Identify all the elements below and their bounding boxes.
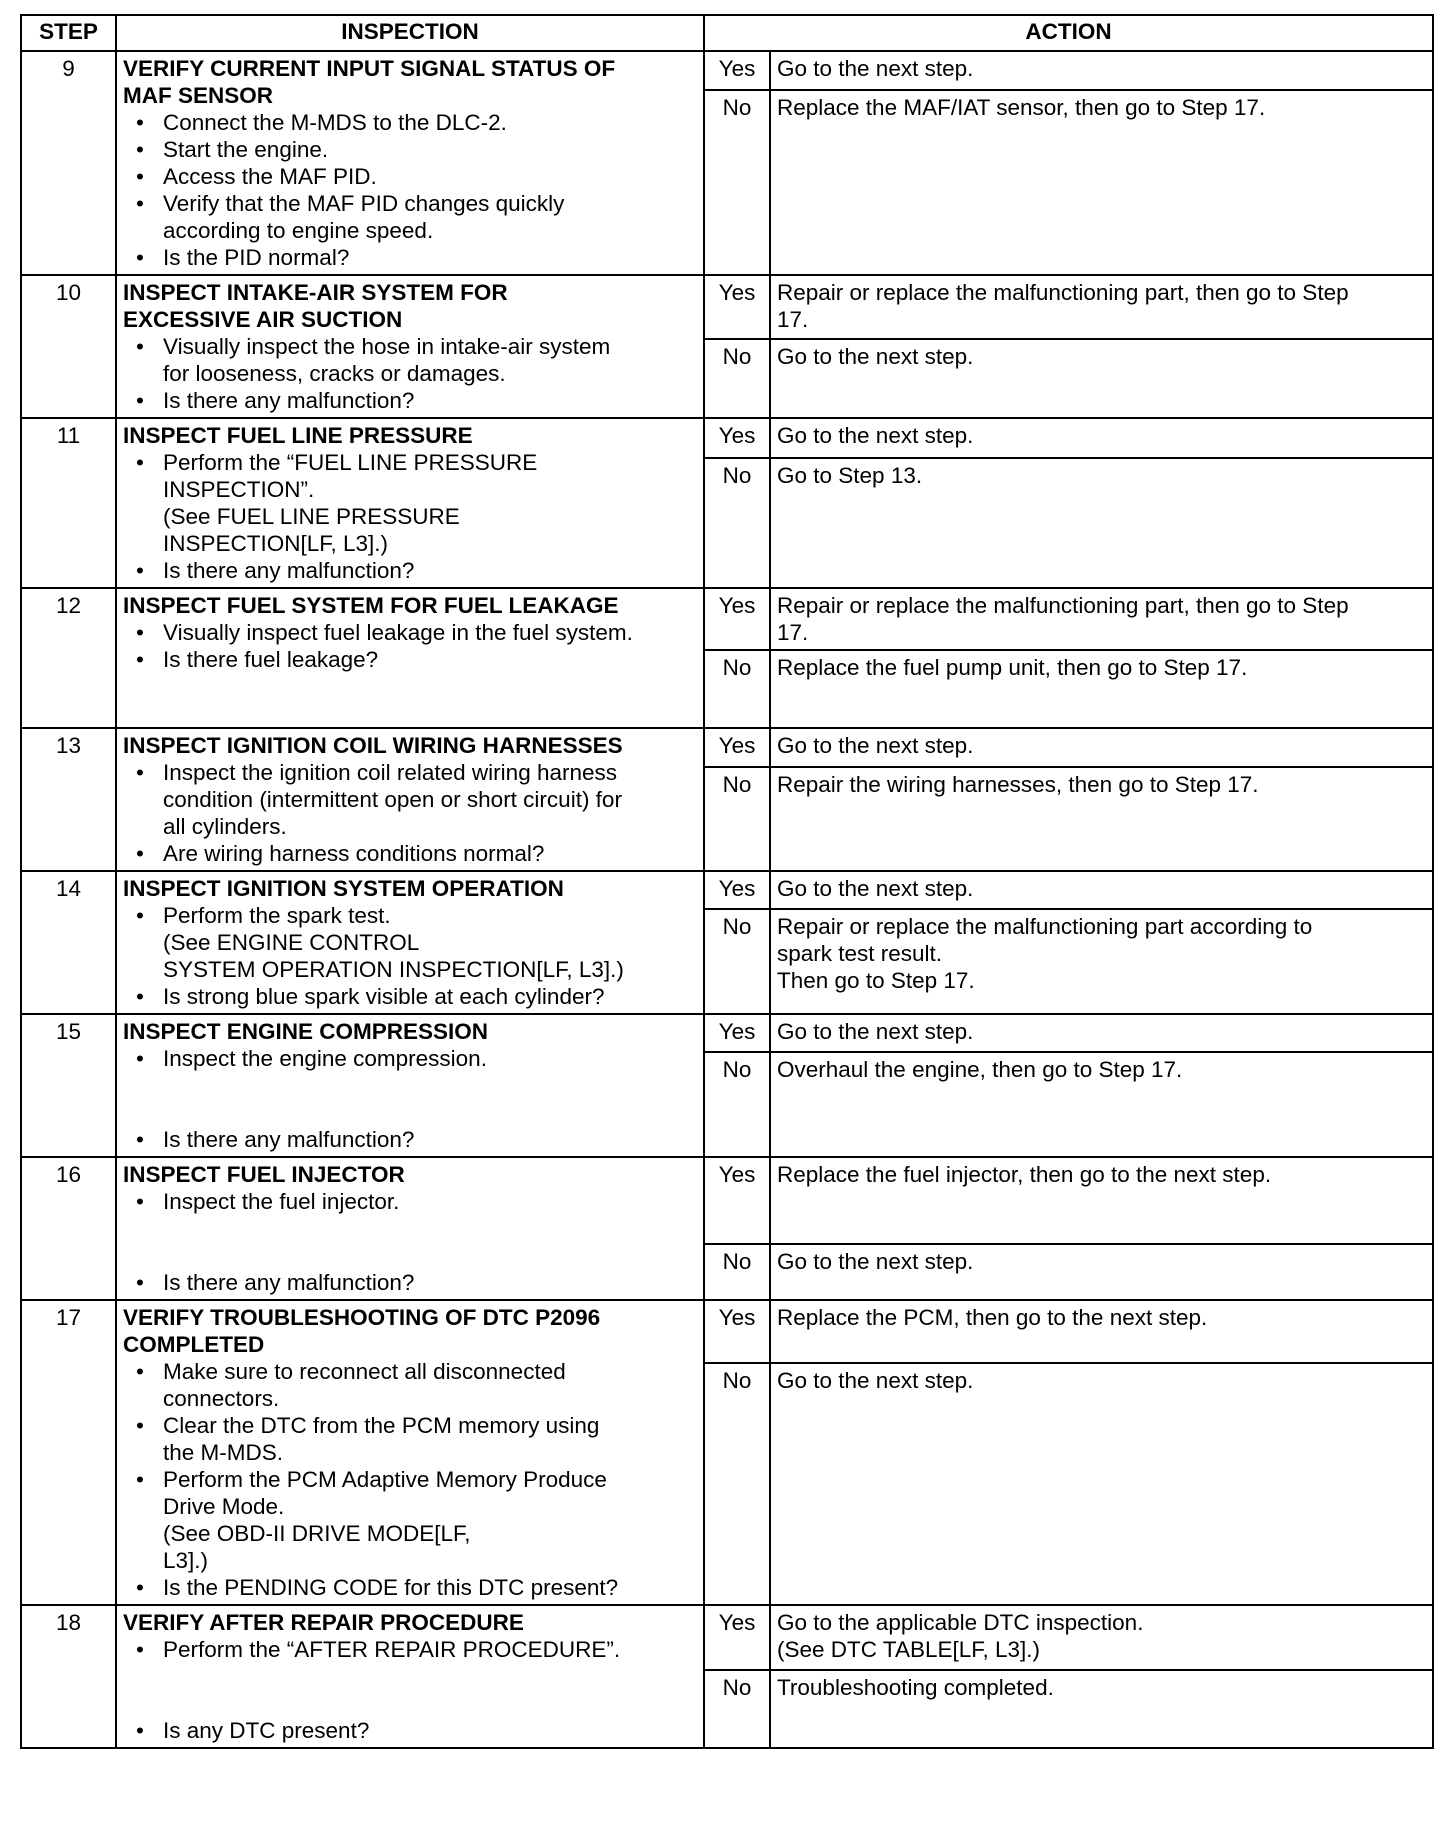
bullet-text-line: L3].) — [163, 1548, 209, 1573]
table-row — [21, 1605, 1433, 1670]
troubleshooting-document — [20, 14, 1432, 1749]
bullet-text-line: INSPECTION[LF, L3].) — [163, 531, 389, 556]
inspection-bullet — [123, 190, 697, 244]
yes-action — [770, 1300, 1433, 1363]
bullet-text-line: • Is any DTC present? — [163, 1718, 370, 1743]
inspection-title-line: INSPECT IGNITION COIL WIRING HARNESSES — [123, 733, 623, 758]
bullet-text-line: • Perform the “FUEL LINE PRESSURE — [163, 450, 538, 475]
action-text-line: Troubleshooting completed. — [777, 1674, 1054, 1700]
inspection-bullets — [123, 759, 697, 867]
step-number: 14 — [21, 871, 116, 1014]
no-label: No — [704, 1363, 770, 1605]
inspection-cell — [116, 418, 704, 588]
inspection-bullet — [123, 1466, 697, 1574]
no-label: No — [704, 909, 770, 1014]
inspection-bullet — [123, 244, 697, 271]
bullet-text-line: • Connect the M-MDS to the DLC-2. — [163, 110, 507, 135]
inspection-cell — [116, 871, 704, 1014]
inspection-title-line: VERIFY CURRENT INPUT SIGNAL STATUS OF — [123, 56, 616, 81]
bullet-text-line: • Is there any malfunction? — [163, 558, 415, 583]
inspection-title-line: INSPECT FUEL SYSTEM FOR FUEL LEAKAGE — [123, 593, 619, 618]
inspection-title — [123, 1609, 697, 1636]
step-number: 13 — [21, 728, 116, 871]
bullet-text-line: • Inspect the ignition coil related wiring harness — [163, 760, 617, 785]
table-row — [21, 871, 1433, 909]
step-number: 18 — [21, 1605, 116, 1748]
inspection-title-line: INSPECT FUEL INJECTOR — [123, 1162, 405, 1187]
table-row — [21, 1300, 1433, 1363]
no-label: No — [704, 1670, 770, 1748]
action-text-line: Go to Step 13. — [777, 462, 923, 488]
bullet-text-line: • Is the PENDING CODE for this DTC present? — [163, 1575, 619, 1600]
inspection-bullet — [123, 387, 697, 414]
inspection-bullets — [123, 902, 697, 1010]
bullet-text-line: for looseness, cracks or damages. — [163, 361, 506, 386]
step-number: 10 — [21, 275, 116, 418]
yes-action — [770, 1014, 1433, 1052]
step-number: 9 — [21, 51, 116, 275]
inspection-cell — [116, 51, 704, 275]
action-text-line: Repair the wiring harnesses, then go to Step 17. — [777, 772, 1259, 798]
yes-label: Yes — [704, 418, 770, 458]
table-header-row — [21, 15, 1433, 51]
action-text-line: Overhaul the engine, then go to Step 17. — [777, 1056, 1183, 1082]
inspection-title — [123, 279, 697, 333]
action-text-line: Then go to Step 17. — [777, 967, 975, 993]
bullet-text-line: • Perform the “AFTER REPAIR PROCEDURE”. — [163, 1637, 621, 1662]
header-step: STEP — [21, 15, 116, 51]
bullet-text-line: • Is there any malfunction? — [163, 1127, 415, 1152]
bullet-text-line: all cylinders. — [163, 814, 287, 839]
step-number: 16 — [21, 1157, 116, 1300]
no-action — [770, 767, 1433, 871]
bullet-text-line: SYSTEM OPERATION INSPECTION[LF, L3].) — [163, 957, 624, 982]
inspection-bullet — [123, 1574, 697, 1601]
inspection-title-line: MAF SENSOR — [123, 83, 274, 108]
inspection-bullet — [123, 619, 697, 646]
action-text-line: Go to the applicable DTC inspection. — [777, 1610, 1144, 1635]
inspection-bullet — [123, 646, 697, 673]
step-number: 15 — [21, 1014, 116, 1157]
action-text-line: Go to the next step. — [777, 344, 974, 370]
bullet-text-line: • Is there fuel leakage? — [163, 647, 379, 672]
inspection-bullet — [123, 333, 697, 387]
inspection-bullet — [123, 1269, 697, 1296]
yes-label: Yes — [704, 1014, 770, 1052]
table-row — [21, 588, 1433, 650]
inspection-bullet — [123, 1188, 697, 1215]
inspection-cell — [116, 1605, 704, 1748]
inspection-bullets — [123, 1045, 697, 1153]
no-label: No — [704, 1052, 770, 1157]
inspection-bullets — [123, 449, 697, 584]
inspection-title — [123, 422, 697, 449]
inspection-bullet — [123, 1636, 697, 1663]
inspection-bullets — [123, 333, 697, 414]
table-row — [21, 728, 1433, 767]
inspection-bullet — [123, 983, 697, 1010]
inspection-title — [123, 55, 697, 109]
bullet-text-line: • Perform the spark test. — [163, 903, 391, 928]
bullet-text-line: (See FUEL LINE PRESSURE — [163, 504, 460, 529]
bullet-text-line: • Start the engine. — [163, 137, 329, 162]
action-text-line: Repair or replace the malfunctioning part, then go to Step — [777, 593, 1349, 618]
inspection-bullets — [123, 1636, 697, 1744]
inspection-title-line: INSPECT FUEL LINE PRESSURE — [123, 423, 473, 448]
no-action — [770, 650, 1433, 728]
inspection-bullet — [123, 759, 697, 840]
inspection-bullet — [123, 557, 697, 584]
yes-action — [770, 51, 1433, 90]
inspection-title — [123, 1161, 697, 1188]
inspection-title — [123, 1304, 697, 1358]
inspection-cell — [116, 728, 704, 871]
inspection-bullet — [123, 449, 697, 557]
bullet-text-line: according to engine speed. — [163, 218, 434, 243]
bullet-text-line: the M-MDS. — [163, 1440, 284, 1465]
no-action — [770, 458, 1433, 588]
action-text-line: 17. — [777, 620, 809, 645]
bullet-text-line: • Visually inspect fuel leakage in the fuel system. — [163, 620, 633, 645]
bullet-text-line: • Clear the DTC from the PCM memory using — [163, 1413, 600, 1438]
bullet-text-line: • Visually inspect the hose in intake-air system — [163, 334, 611, 359]
no-label: No — [704, 767, 770, 871]
action-text-line: Repair or replace the malfunctioning part, then go to Step — [777, 280, 1349, 305]
bullet-text-line: • Is there any malfunction? — [163, 388, 415, 413]
inspection-title-line: COMPLETED — [123, 1332, 265, 1357]
inspection-bullet — [123, 1126, 697, 1153]
yes-label: Yes — [704, 871, 770, 909]
no-action — [770, 339, 1433, 418]
inspection-bullets — [123, 109, 697, 271]
inspection-bullet — [123, 1717, 697, 1744]
bullet-text-line: (See ENGINE CONTROL — [163, 930, 420, 955]
step-number: 11 — [21, 418, 116, 588]
action-text-line: Repair or replace the malfunctioning part according to — [777, 913, 1313, 939]
no-action — [770, 90, 1433, 275]
inspection-bullet — [123, 1358, 697, 1412]
action-text-line: Go to the next step. — [777, 733, 974, 758]
inspection-cell — [116, 1300, 704, 1605]
inspection-bullet — [123, 902, 697, 983]
yes-action — [770, 1157, 1433, 1244]
table-row — [21, 275, 1433, 339]
inspection-title — [123, 732, 697, 759]
header-inspection: INSPECTION — [116, 15, 704, 51]
no-action — [770, 1670, 1433, 1748]
action-text-line: 17. — [777, 307, 809, 332]
bullet-text-line: • Access the MAF PID. — [163, 164, 377, 189]
step-number: 12 — [21, 588, 116, 728]
action-text-line: Go to the next step. — [777, 876, 974, 901]
action-text-line: Replace the fuel injector, then go to the next step. — [777, 1162, 1272, 1187]
bullet-text-line: • Perform the PCM Adaptive Memory Produce — [163, 1467, 607, 1492]
bullet-text-line: • Make sure to reconnect all disconnected — [163, 1359, 566, 1384]
inspection-bullet — [123, 1412, 697, 1466]
bullet-text-line: (See OBD-II DRIVE MODE[LF, — [163, 1521, 471, 1546]
yes-action — [770, 1605, 1433, 1670]
header-action: ACTION — [704, 15, 1433, 51]
yes-label: Yes — [704, 1605, 770, 1670]
yes-label: Yes — [704, 728, 770, 767]
action-text-line: Replace the PCM, then go to the next step. — [777, 1305, 1208, 1330]
inspection-table — [20, 14, 1434, 1749]
yes-action — [770, 588, 1433, 650]
bullet-text-line: • Is strong blue spark visible at each cylinder? — [163, 984, 605, 1009]
inspection-cell — [116, 1014, 704, 1157]
inspection-cell — [116, 588, 704, 728]
bullet-text-line: • Verify that the MAF PID changes quickly — [163, 191, 565, 216]
bullet-text-line: connectors. — [163, 1386, 280, 1411]
bullet-text-line: • Are wiring harness conditions normal? — [163, 841, 545, 866]
bullet-text-line: Drive Mode. — [163, 1494, 285, 1519]
inspection-bullet — [123, 163, 697, 190]
no-action — [770, 1052, 1433, 1157]
inspection-title-line: VERIFY AFTER REPAIR PROCEDURE — [123, 1610, 524, 1635]
bullet-text-line: • Inspect the fuel injector. — [163, 1189, 400, 1214]
inspection-title-line: INSPECT ENGINE COMPRESSION — [123, 1019, 489, 1044]
inspection-bullets — [123, 1188, 697, 1296]
inspection-title-line: INSPECT INTAKE-AIR SYSTEM FOR — [123, 280, 508, 305]
no-action — [770, 1363, 1433, 1605]
no-label: No — [704, 339, 770, 418]
yes-action — [770, 275, 1433, 339]
bullet-text-line: • Inspect the engine compression. — [163, 1046, 487, 1071]
action-text-line: spark test result. — [777, 940, 943, 966]
table-row — [21, 418, 1433, 458]
no-label: No — [704, 650, 770, 728]
action-text-line: Go to the next step. — [777, 1249, 974, 1275]
action-text-line: Replace the MAF/IAT sensor, then go to Step 17. — [777, 95, 1266, 120]
inspection-title-line: EXCESSIVE AIR SUCTION — [123, 307, 403, 332]
inspection-bullet — [123, 840, 697, 867]
yes-label: Yes — [704, 51, 770, 90]
no-label: No — [704, 1244, 770, 1300]
yes-label: Yes — [704, 1300, 770, 1363]
yes-label: Yes — [704, 1157, 770, 1244]
inspection-title — [123, 1018, 697, 1045]
inspection-bullet — [123, 109, 697, 136]
inspection-bullet — [123, 1045, 697, 1072]
yes-label: Yes — [704, 588, 770, 650]
action-text-line: Replace the fuel pump unit, then go to Step 17. — [777, 655, 1248, 680]
inspection-cell — [116, 1157, 704, 1300]
table-row — [21, 51, 1433, 90]
bullet-text-line: • Is there any malfunction? — [163, 1270, 415, 1295]
no-label: No — [704, 458, 770, 588]
no-label: No — [704, 90, 770, 275]
action-text-line: Go to the next step. — [777, 423, 974, 448]
action-text-line: Go to the next step. — [777, 1367, 974, 1393]
bullet-text-line: condition (intermittent open or short circuit) for — [163, 787, 622, 812]
inspection-bullets — [123, 1358, 697, 1601]
no-action — [770, 1244, 1433, 1300]
inspection-title — [123, 875, 697, 902]
yes-action — [770, 418, 1433, 458]
inspection-bullet — [123, 136, 697, 163]
no-action — [770, 909, 1433, 1014]
inspection-title-line: INSPECT IGNITION SYSTEM OPERATION — [123, 876, 564, 901]
bullet-text-line: • Is the PID normal? — [163, 245, 350, 270]
inspection-cell — [116, 275, 704, 418]
yes-action — [770, 728, 1433, 767]
action-text-line: Go to the next step. — [777, 56, 974, 81]
inspection-title — [123, 592, 697, 619]
yes-label: Yes — [704, 275, 770, 339]
inspection-bullets — [123, 619, 697, 673]
bullet-text-line: INSPECTION”. — [163, 477, 315, 502]
table-row — [21, 1014, 1433, 1052]
step-number: 17 — [21, 1300, 116, 1605]
action-text-line: (See DTC TABLE[LF, L3].) — [777, 1637, 1041, 1662]
action-text-line: Go to the next step. — [777, 1019, 974, 1044]
yes-action — [770, 871, 1433, 909]
table-row — [21, 1157, 1433, 1244]
inspection-title-line: VERIFY TROUBLESHOOTING OF DTC P2096 — [123, 1305, 601, 1330]
